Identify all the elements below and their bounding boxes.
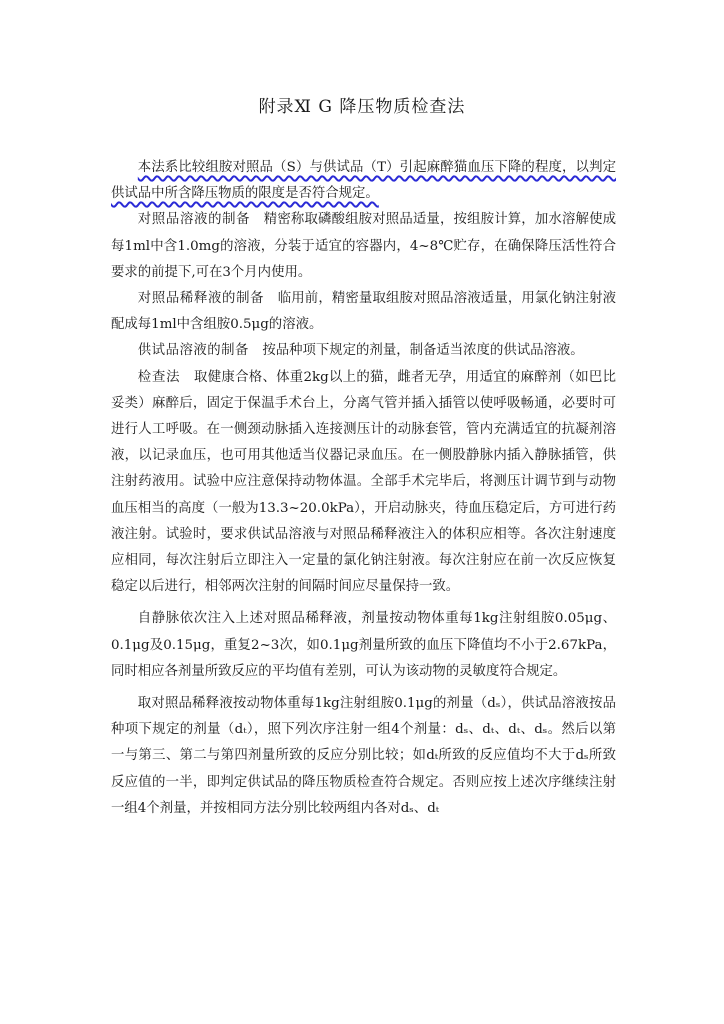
section-reference-dilution <box>111 286 616 338</box>
section-reference-solution <box>111 207 616 286</box>
section-test-solution <box>111 338 616 364</box>
section-text: 取健康合格、体重2kg以上的猫，雌者无孕，用适宜的麻醉剂（如巴比妥类）麻醉后，固定于保温手术台上，分离气管并插入插管以使呼吸畅通，必要时可进行人工呼吸。在一侧颈动脉插入连接测压计的动脉套管，管内充满适宜的抗凝剂溶液，以记录血压，也可用其他适当仪器记录血压。在一侧股静脉内插入静脉插管，供注射药液用。试验中应注意保持动物体温。全部手术完毕后，将测压计调节到与动物血压相当的高度（一般为13.3~20.0kPa），开启动脉夹，待血压稳定后，方可进行药液注射。试验时，要求供试品溶液与对照品稀释液注入的体积应相等。各次注射速度应相同，每次注射后立即注入一定量的氯化钠注射液。每次注射应在前一次反应恢复稳定以后进行，相邻两次注射的间隔时间应尽量保持一致。 <box>111 369 616 595</box>
document-body <box>111 155 616 822</box>
intro-text: 本法系比较组胺对照品（S）与供试品（T）引起麻醉猫血压下降的程度，以判定供试品中所含降压物质的限度是否符合规定。 <box>111 160 616 202</box>
page-title: 附录Ⅺ G 降压物质检查法 <box>258 97 466 117</box>
section-text: 按品种项下规定的剂量，制备适当浓度的供试品溶液。 <box>262 343 584 359</box>
section-label: 检查法 <box>137 369 181 385</box>
section-label: 对照品溶液的制备 <box>137 212 251 228</box>
section-text: 临用前，精密量取组胺对照品溶液适量，用氯化钠注射液配成每1ml中含组胺0.5μg的溶液。 <box>111 291 617 333</box>
section-text: 精密称取磷酸组胺对照品适量，按组胺计算，加水溶解使成每1ml中含1.0mg的溶液，分装于适宜的容器内，4~8℃贮存，在确保降压活性符合要求的前提下,可在3个月内使用。 <box>111 212 617 280</box>
sensitivity-paragraph: 自静脉依次注入上述对照品稀释液，剂量按动物体重每1kg注射组胺0.05μg、0.1μg及0.15μg，重复2~3次，如0.1μg剂量所致的血压下降值均不小于2.67kPa，同时相应各剂量所致反应的平均值有差别，可认为该动物的灵敏度符合规定。 <box>111 611 616 679</box>
test-paragraph: 取对照品稀释液按动物体重每1kg注射组胺0.1μg的剂量（dₛ），供试品溶液按品种项下规定的剂量（dₜ），照下列次序注射一组4个剂量：dₛ、dₜ、dₜ、dₛ。然后以第一与第三、第二与第四剂量所致的反应分别比较；如dₜ所致的反应值均不大于dₛ所致反应值的一半，即判定供试品的降压物质检查符合规定。否则应按上述次序继续注射一组4个剂量，并按相同方法分别比较两组内各对dₛ、dₜ <box>111 696 616 816</box>
section-label: 对照品稀释液的制备 <box>137 291 265 307</box>
section-label: 供试品溶液的制备 <box>137 343 249 359</box>
intro-paragraph <box>111 155 616 207</box>
section-method <box>111 365 616 601</box>
